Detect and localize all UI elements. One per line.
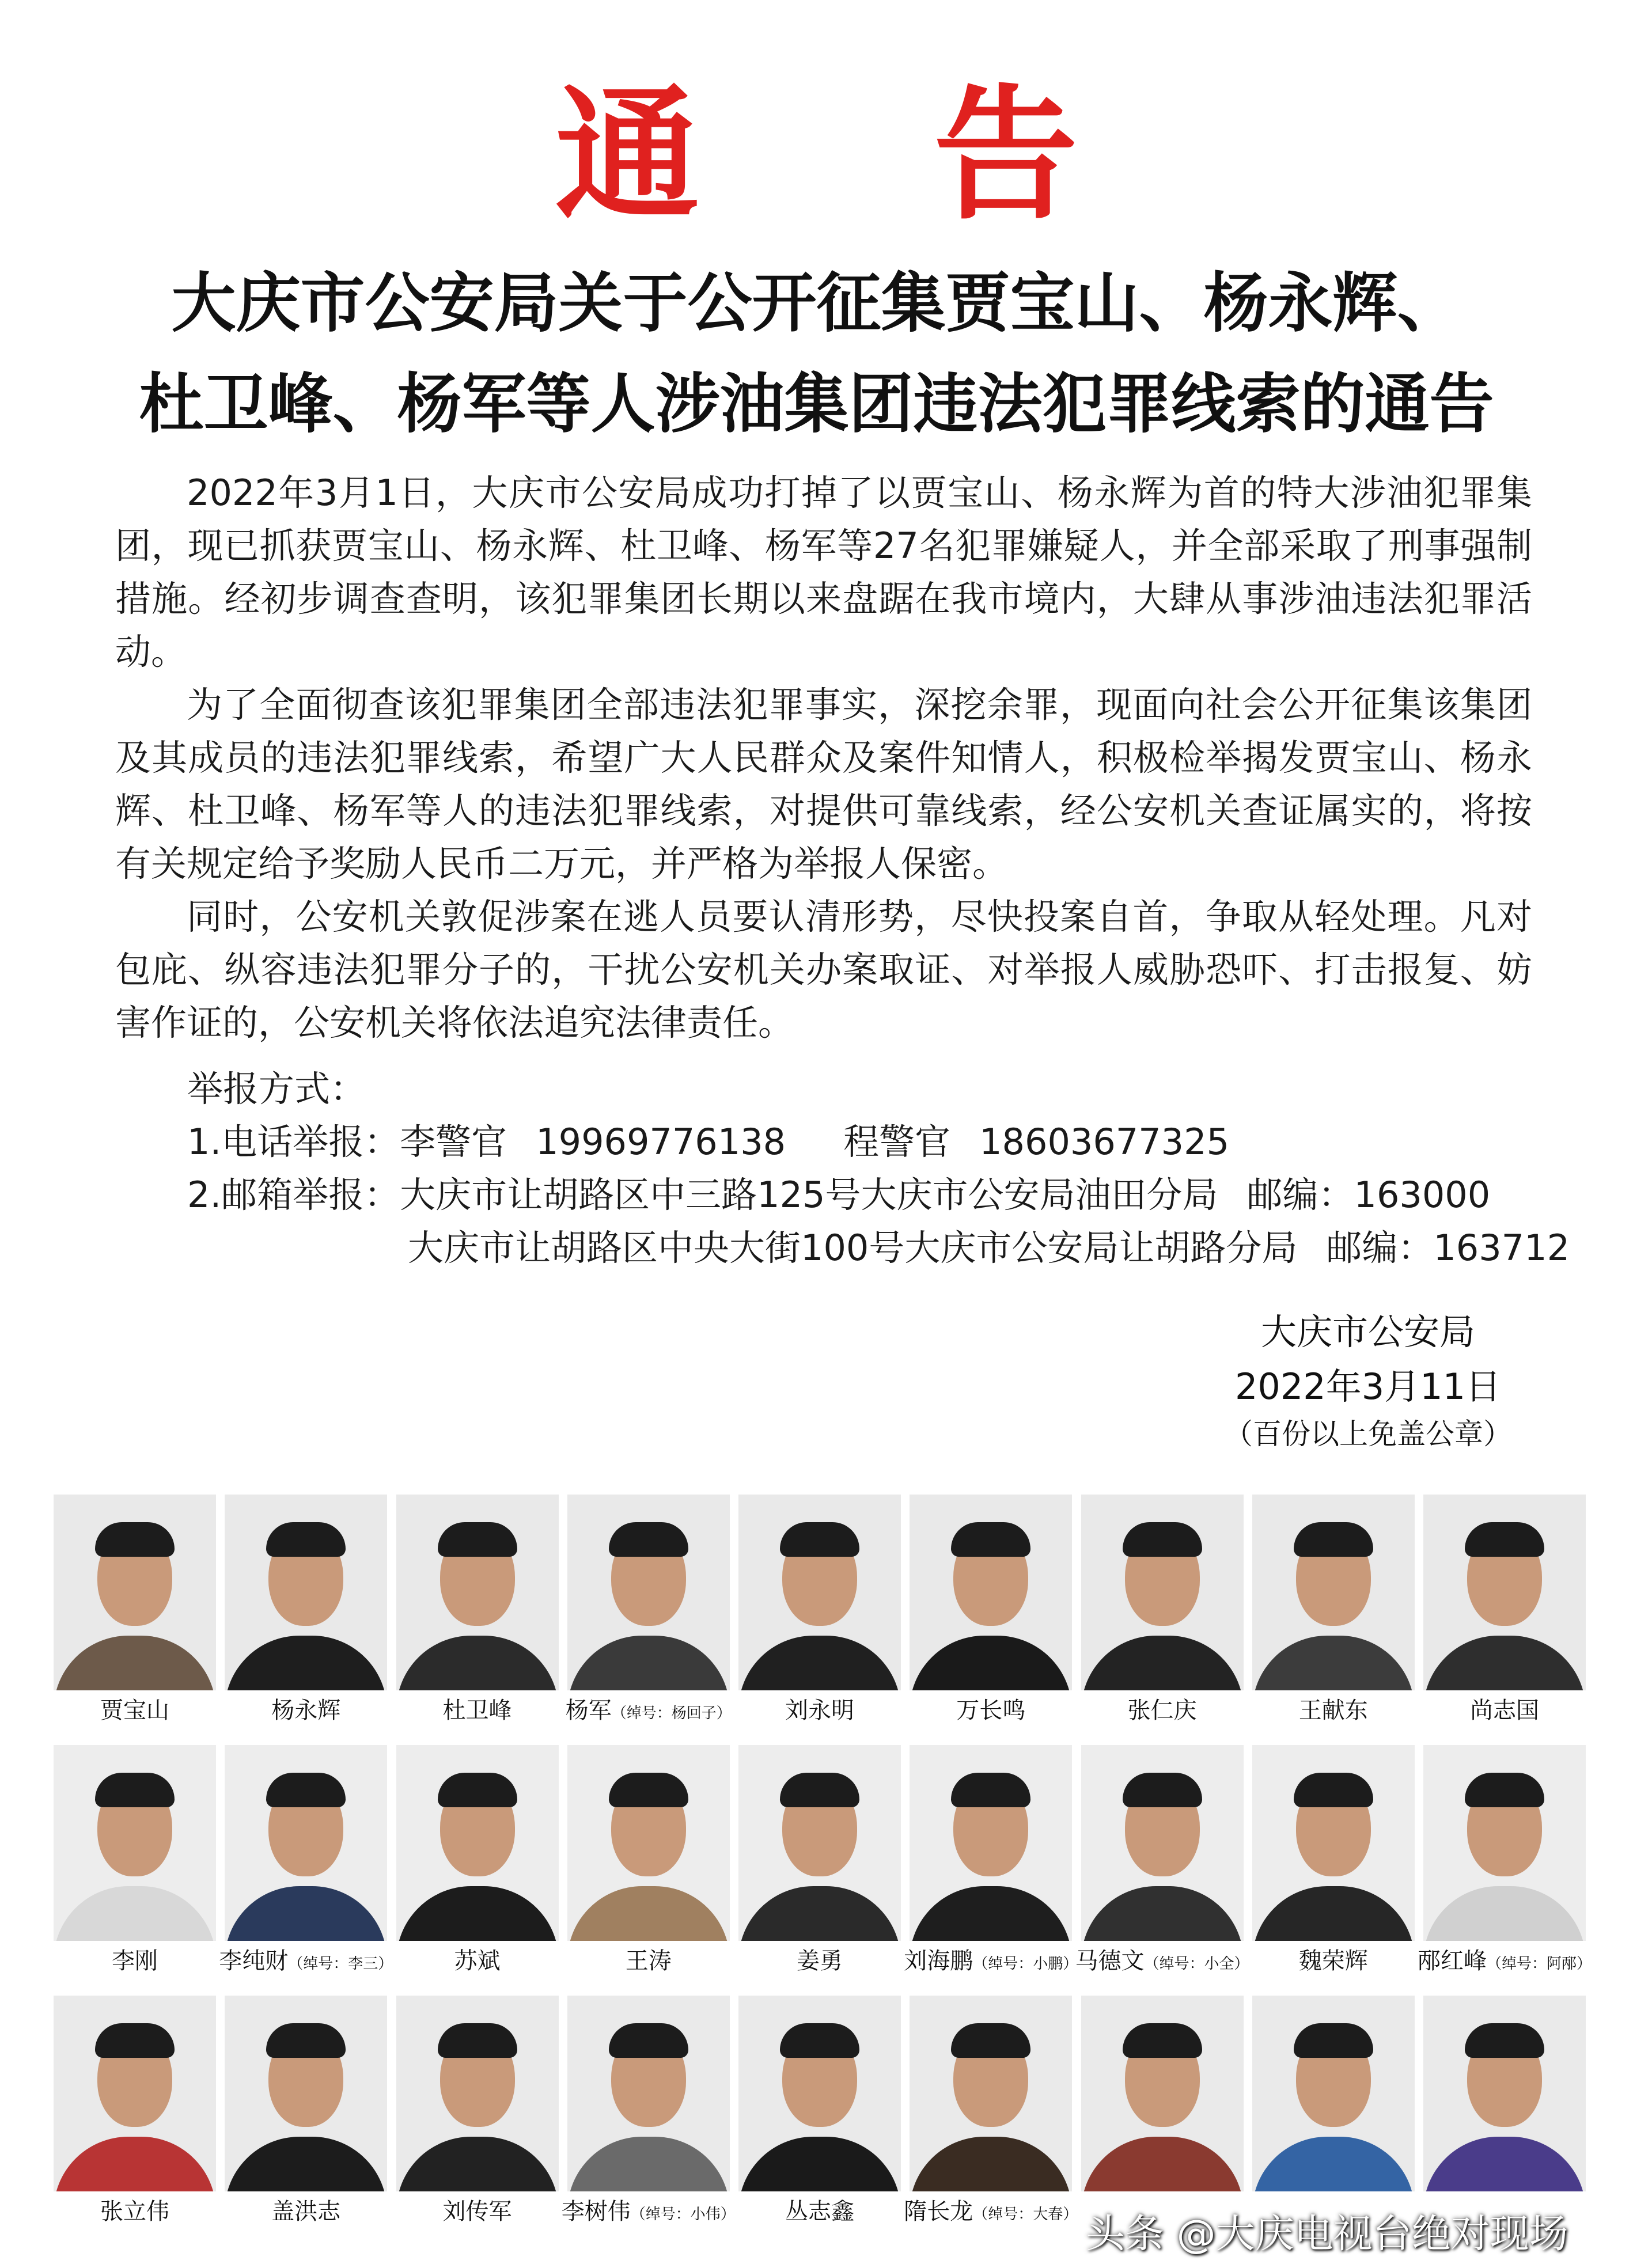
photo-hair — [1123, 1522, 1202, 1557]
photo-hair — [609, 1773, 688, 1807]
photo-shoulders — [225, 1886, 387, 1941]
suspect-name — [566, 1690, 732, 1734]
suspect-card — [904, 1996, 1078, 2235]
suspect-row — [54, 1996, 1586, 2235]
photo-hair — [1465, 1522, 1544, 1557]
suspect-card — [1423, 1495, 1586, 1734]
suspect-photo — [738, 1745, 901, 1941]
photo-hair — [1465, 2023, 1544, 2058]
photo-hair — [1294, 2023, 1373, 2058]
suspect-card — [396, 1745, 559, 1984]
photo-hair — [609, 1522, 688, 1557]
issuer: 大庆市公安局 — [1260, 1311, 1475, 1353]
suspect-photo — [396, 1996, 559, 2191]
photo-hair — [1294, 1522, 1373, 1557]
suspect-card — [219, 1745, 393, 1984]
photo-hair — [438, 1773, 517, 1807]
suspect-name — [112, 1941, 158, 1984]
photo-shoulders — [1252, 1886, 1415, 1941]
suspect-name — [219, 1941, 393, 1984]
suspect-photo — [910, 1745, 1072, 1941]
photo-shoulders — [910, 2137, 1072, 2191]
suspect-card — [225, 1996, 387, 2235]
photo-shoulders — [396, 2137, 559, 2191]
suspect-card — [910, 1495, 1072, 1734]
suspect-name — [1075, 1941, 1249, 1984]
photo-shoulders — [1081, 1886, 1244, 1941]
signature-block — [1181, 1304, 1555, 1454]
photo-shoulders — [910, 1636, 1072, 1690]
photo-shoulders — [567, 2137, 730, 2191]
suspect-row — [54, 1745, 1592, 1984]
suspect-card — [1252, 1495, 1415, 1734]
suspect-photo — [910, 1996, 1072, 2191]
suspect-card — [1252, 1996, 1415, 2235]
suspect-name-text: 魏荣辉 — [1298, 1948, 1368, 1974]
report-methods — [187, 1063, 1570, 1275]
suspect-photo — [225, 1495, 387, 1690]
mail-report-row-2 — [187, 1222, 1570, 1275]
suspect-card — [1423, 1996, 1586, 2235]
suspect-card — [738, 1495, 901, 1734]
subtitle-line-2: 杜卫峰、杨军等人涉油集团违法犯罪线索的通告 — [139, 367, 1494, 442]
mail-report-label: 2.邮箱举报： — [187, 1174, 400, 1216]
suspect-alias: （绰号：李三） — [288, 1955, 393, 1973]
photo-shoulders — [1081, 1636, 1244, 1690]
postcode-1: 邮编：163000 — [1246, 1174, 1491, 1216]
suspect-photo — [1252, 1996, 1415, 2191]
suspect-card — [54, 1745, 216, 1984]
suspect-card — [567, 1745, 730, 1984]
suspect-name — [956, 1690, 1025, 1734]
suspect-photo — [225, 1745, 387, 1941]
phone-report-label: 1.电话举报： — [187, 1121, 400, 1163]
body-paragraph-1: 2022年3月1日，大庆市公安局成功打掉了以贾宝山、杨永辉为首的特大涉油犯罪集团，现已抓获贾宝山、杨永辉、杜卫峰、杨军等27名犯罪嫌疑人，并全部采取了刑事强制措施。经初步调查查明，该犯罪集团长期以来盘踞在我市境内，大肆从事涉油违法犯罪活动。 — [115, 472, 1532, 673]
suspect-photo — [1252, 1745, 1415, 1941]
mail-address-1: 大庆市让胡路区中三路125号大庆市公安局油田分局 — [400, 1174, 1218, 1216]
photo-shoulders — [567, 1886, 730, 1941]
photo-shoulders — [567, 1636, 730, 1690]
suspect-name-text: 李树伟 — [561, 2198, 631, 2225]
photo-hair — [95, 1773, 175, 1807]
suspect-card — [396, 1996, 559, 2235]
suspect-photo — [54, 1745, 216, 1941]
suspect-name-text: 刘传军 — [442, 2198, 512, 2225]
suspect-name-text: 苏斌 — [454, 1948, 501, 1974]
mail-report-row-1 — [187, 1169, 1541, 1222]
suspect-photo — [567, 1495, 730, 1690]
photo-shoulders — [225, 1636, 387, 1690]
officer-1-phone: 19969776138 — [536, 1121, 786, 1163]
suspect-name — [100, 2191, 169, 2235]
suspect-card — [1081, 1495, 1244, 1734]
suspect-name-text: 隋长龙 — [904, 2198, 973, 2225]
suspect-card — [904, 1745, 1078, 1984]
suspect-name — [443, 2191, 512, 2235]
suspect-name-text: 杨永辉 — [271, 1697, 341, 1724]
suspect-card — [1252, 1745, 1415, 1984]
suspect-name — [785, 2191, 854, 2235]
notice-subtitle — [69, 253, 1564, 455]
photo-shoulders — [1423, 2137, 1586, 2191]
suspect-name-text: 盖洪志 — [271, 2198, 341, 2225]
watermark: 头条 @大庆电视台绝对现场 — [1086, 2212, 1568, 2257]
subtitle-line-1: 大庆市公安局关于公开征集贾宝山、杨永辉、 — [171, 266, 1462, 341]
suspect-name — [904, 2191, 1078, 2235]
suspect-name-text: 王涛 — [625, 1948, 672, 1974]
photo-shoulders — [738, 1886, 901, 1941]
suspect-name-text: 张仁庆 — [1127, 1697, 1197, 1724]
suspect-name — [1299, 1941, 1368, 1984]
suspect-card — [738, 1745, 901, 1984]
photo-shoulders — [396, 1886, 559, 1941]
photo-hair — [780, 2023, 859, 2058]
suspect-name — [100, 1690, 169, 1734]
body-paragraph-3: 同时，公安机关敦促涉案在逃人员要认清形势，尽快投案自首，争取从轻处理。凡对包庇、纵容违法犯罪分子的，干扰公安机关办案取证、对举报人威胁恐吓、打击报复、妨害作证的，公安机关将依法追究法律责任。 — [115, 896, 1532, 1044]
notice-body — [115, 467, 1532, 1049]
suspect-alias: （绰号：杨回子） — [611, 1705, 732, 1722]
suspect-photo — [225, 1996, 387, 2191]
suspect-name-text: 张立伟 — [100, 2198, 169, 2225]
photo-hair — [266, 1773, 346, 1807]
suspect-card — [738, 1996, 901, 2235]
suspect-name — [562, 2191, 736, 2235]
photo-hair — [780, 1773, 859, 1807]
suspect-photo — [1252, 1495, 1415, 1690]
photo-hair — [438, 1522, 517, 1557]
photo-shoulders — [738, 2137, 901, 2191]
photo-shoulders — [1252, 2137, 1415, 2191]
suspect-name — [626, 1941, 672, 1984]
report-heading: 举报方式： — [187, 1068, 366, 1110]
suspect-name-text: 马德文 — [1075, 1948, 1145, 1974]
suspect-name-text: 万长鸣 — [956, 1697, 1026, 1724]
suspect-card — [561, 1996, 736, 2235]
photo-hair — [438, 2023, 517, 2058]
photo-hair — [951, 1522, 1030, 1557]
suspect-name-text: 丛志鑫 — [785, 2198, 854, 2225]
suspect-name — [443, 1690, 512, 1734]
photo-shoulders — [738, 1636, 901, 1690]
suspect-name — [1470, 1690, 1539, 1734]
suspect-name — [1418, 1941, 1592, 1984]
suspect-name — [454, 1941, 501, 1984]
photo-hair — [951, 2023, 1030, 2058]
photo-shoulders — [1081, 2137, 1244, 2191]
suspect-photo — [1081, 1745, 1244, 1941]
suspect-photo — [396, 1495, 559, 1690]
suspect-name — [1128, 1690, 1197, 1734]
suspect-name — [271, 2191, 340, 2235]
photo-shoulders — [54, 1636, 216, 1690]
suspect-photo — [54, 1996, 216, 2191]
suspect-name-text: 李纯财 — [219, 1948, 289, 1974]
photo-hair — [780, 1522, 859, 1557]
photo-hair — [95, 2023, 175, 2058]
suspect-photo — [396, 1745, 559, 1941]
seal-note: （百份以上免盖公章） — [1224, 1417, 1512, 1451]
suspect-photo — [1423, 1495, 1586, 1690]
suspect-card — [54, 1996, 216, 2235]
suspect-alias: （绰号：小鹏） — [973, 1955, 1078, 1973]
suspect-card — [1081, 1996, 1244, 2235]
photo-shoulders — [54, 2137, 216, 2191]
photo-hair — [1294, 1773, 1373, 1807]
photo-shoulders — [910, 1886, 1072, 1941]
issue-date: 2022年3月11日 — [1234, 1366, 1502, 1408]
suspect-alias: （绰号：阿邴） — [1487, 1955, 1592, 1973]
suspect-name-text: 杨军 — [565, 1697, 612, 1724]
suspect-photo — [54, 1495, 216, 1690]
suspect-name-text: 刘永明 — [785, 1697, 854, 1724]
suspect-photo — [1423, 1996, 1586, 2191]
photo-hair — [1123, 2023, 1202, 2058]
suspect-name-text: 杜卫峰 — [442, 1697, 512, 1724]
photo-hair — [266, 1522, 346, 1557]
suspect-name — [785, 1690, 854, 1734]
photo-shoulders — [396, 1636, 559, 1690]
suspect-photo — [1081, 1996, 1244, 2191]
photo-hair — [95, 1522, 175, 1557]
suspect-row — [54, 1495, 1586, 1734]
postcode-2: 邮编：163712 — [1326, 1227, 1570, 1269]
suspect-card — [1418, 1745, 1592, 1984]
suspect-photo — [738, 1495, 901, 1690]
officer-1-name: 李警官 — [400, 1121, 507, 1163]
suspect-photo — [1423, 1745, 1586, 1941]
suspect-name-text: 姜勇 — [797, 1948, 843, 1974]
suspect-name — [797, 1941, 843, 1984]
suspect-card — [54, 1495, 216, 1734]
mail-address-2: 大庆市让胡路区中央大街100号大庆市公安局让胡路分局 — [408, 1227, 1298, 1269]
suspect-alias: （绰号：小伟） — [630, 2206, 736, 2223]
suspect-card — [396, 1495, 559, 1734]
photo-hair — [609, 2023, 688, 2058]
notice-title: 通 告 — [555, 71, 1170, 239]
suspect-photo — [1081, 1495, 1244, 1690]
officer-2-name: 程警官 — [843, 1121, 951, 1163]
suspect-photo-grid — [54, 1495, 1592, 2246]
suspect-name — [271, 1690, 340, 1734]
suspect-name-text: 刘海鹏 — [904, 1948, 973, 1974]
photo-shoulders — [1423, 1886, 1586, 1941]
photo-hair — [951, 1773, 1030, 1807]
photo-shoulders — [54, 1886, 216, 1941]
officer-2-phone: 18603677325 — [979, 1121, 1230, 1163]
photo-hair — [1123, 1773, 1202, 1807]
phone-report-row — [187, 1116, 1541, 1169]
suspect-name — [1299, 1690, 1368, 1734]
suspect-name-text: 李刚 — [112, 1948, 158, 1974]
suspect-photo — [567, 1996, 730, 2191]
suspect-name — [904, 1941, 1078, 1984]
body-paragraph-2: 为了全面彻查该犯罪集团全部违法犯罪事实，深挖余罪，现面向社会公开征集该集团及其成员的违法犯罪线索，希望广大人民群众及案件知情人，积极检举揭发贾宝山、杨永辉、杜卫峰、杨军等人的违法犯罪线索，对提供可靠线索，经公安机关查证属实的，将按有关规定给予奖励人民币二万元，并严格为举报人保密。 — [115, 684, 1532, 885]
photo-hair — [266, 2023, 346, 2058]
photo-hair — [1465, 1773, 1544, 1807]
photo-shoulders — [1252, 1636, 1415, 1690]
suspect-card — [225, 1495, 387, 1734]
suspect-photo — [567, 1745, 730, 1941]
suspect-name-text: 邴红峰 — [1418, 1948, 1487, 1974]
suspect-photo — [910, 1495, 1072, 1690]
suspect-card — [567, 1495, 730, 1734]
suspect-photo — [738, 1996, 901, 2191]
suspect-name-text: 尚志国 — [1470, 1697, 1539, 1724]
suspect-card — [1075, 1745, 1249, 1984]
suspect-name-text: 王献东 — [1298, 1697, 1368, 1724]
photo-shoulders — [1423, 1636, 1586, 1690]
suspect-alias: （绰号：大春） — [973, 2206, 1078, 2223]
suspect-alias: （绰号：小全） — [1144, 1955, 1249, 1973]
photo-shoulders — [225, 2137, 387, 2191]
suspect-name-text: 贾宝山 — [100, 1697, 169, 1724]
